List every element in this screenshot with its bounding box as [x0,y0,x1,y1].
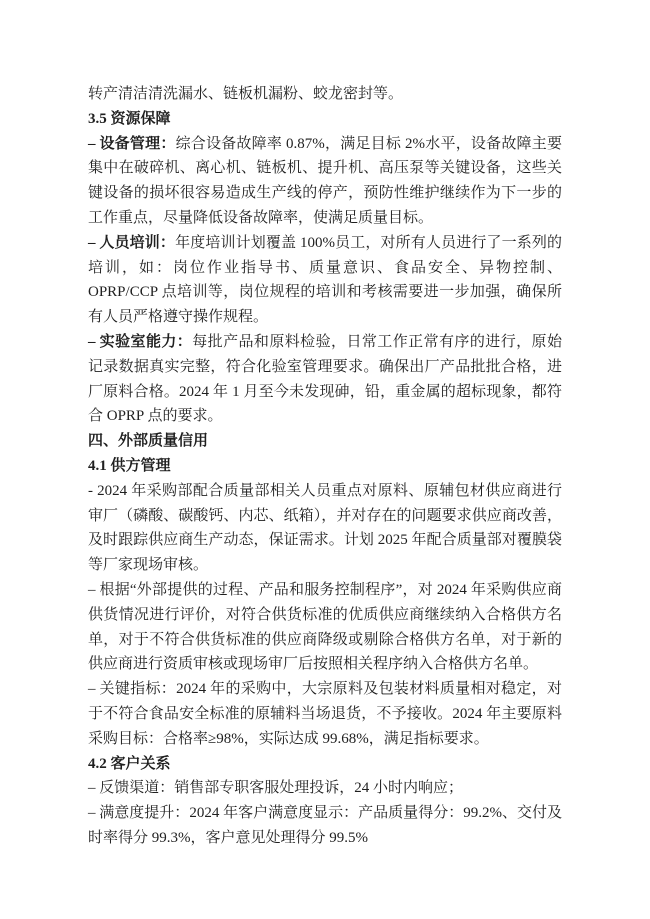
bullet-equipment-management-text: 综合设备故障率 0.87%，满足目标 2%水平，设备故障主要集中在破碎机、离心机、链板机、提升机、高压泵等关键设备，这些关键设备的损坏很容易造成生产线的停产，预防性维护继续作为下一步的工作重点，尽量降低设备故障率，使满足质量目标。 [88,135,562,226]
continuation-paragraph: 转产清洁清洗漏水、链板机漏粉、蛟龙密封等。 [88,86,404,102]
bullet-equipment-management-lead: – 设备管理： [88,135,176,152]
bullet-laboratory-capability [88,330,562,429]
heading-4-1-supplier-management: 4.1 供方管理 [88,457,171,474]
bullet-supplier-evaluation: – 根据“外部提供的过程、产品和服务控制程序”，对 2024 年采购供应商供货情况进行评价，对符合供货标准的优质供应商继续纳入合格供方名单，对于不符合供货标准的供应商降级或剔除合格供方名单，对于新的供应商进行资质审核或现场审厂后按照相关程序纳入合格供方名单。 [88,581,562,673]
bullet-laboratory-capability-text: 每批产品和原料检验，日常工作正常有序的进行，原始记录数据真实完整，符合化验室管理要求。确保出厂产品批批合格，进厂原料合格。2024 年 1 月至今未发现砷，铅，重金属的超标现象，都符合 OPRP 点的要求。 [88,333,562,425]
heading-3-5-resource-assurance: 3.5 资源保障 [88,110,171,127]
heading-4-external-quality-credit: 四、外部质量信用 [88,433,209,450]
bullet-personnel-training-text: 年度培训计划覆盖 100%员工，对所有人员进行了一系列的培训，如：岗位作业指导书、质量意识、食品安全、异物控制、OPRP/CCP 点培训等，岗位规程的培训和考核需要进一步加强，确保所有人员严格遵守操作规程。 [88,234,562,326]
bullet-laboratory-capability-lead: – 实验室能力： [88,333,193,350]
bullet-feedback-channel: – 反馈渠道：销售部专职客服处理投诉，24 小时内响应； [88,780,464,797]
bullet-personnel-training-lead: – 人员培训： [88,234,176,251]
bullet-satisfaction-improvement: – 满意度提升：2024 年客户满意度显示：产品质量得分：99.2%、交付及时率得分 99.3%，客户意见处理得分 99.5% [88,805,562,846]
heading-4-2-customer-relations: 4.2 客户关系 [88,755,171,772]
bullet-equipment-management [88,132,562,231]
bullet-key-indicators: – 关键指标：2024 年的采购中，大宗原料及包装材料质量相对稳定，对于不符合食品安全标准的原辅料当场退货，不予接收。2024 年主要原料采购目标：合格率≥98%，实际达成 99.68%，满足指标要求。 [88,681,562,747]
bullet-supplier-audit: - 2024 年采购部配合质量部相关人员重点对原料、原辅包材供应商进行审厂（磷酸、碳酸钙、内芯、纸箱），并对存在的问题要求供应商改善，及时跟踪供应商生产动态，保证需求。计划 2025 年配合质量部对覆膜袋等厂家现场审核。 [88,482,562,574]
bullet-personnel-training [88,231,562,330]
